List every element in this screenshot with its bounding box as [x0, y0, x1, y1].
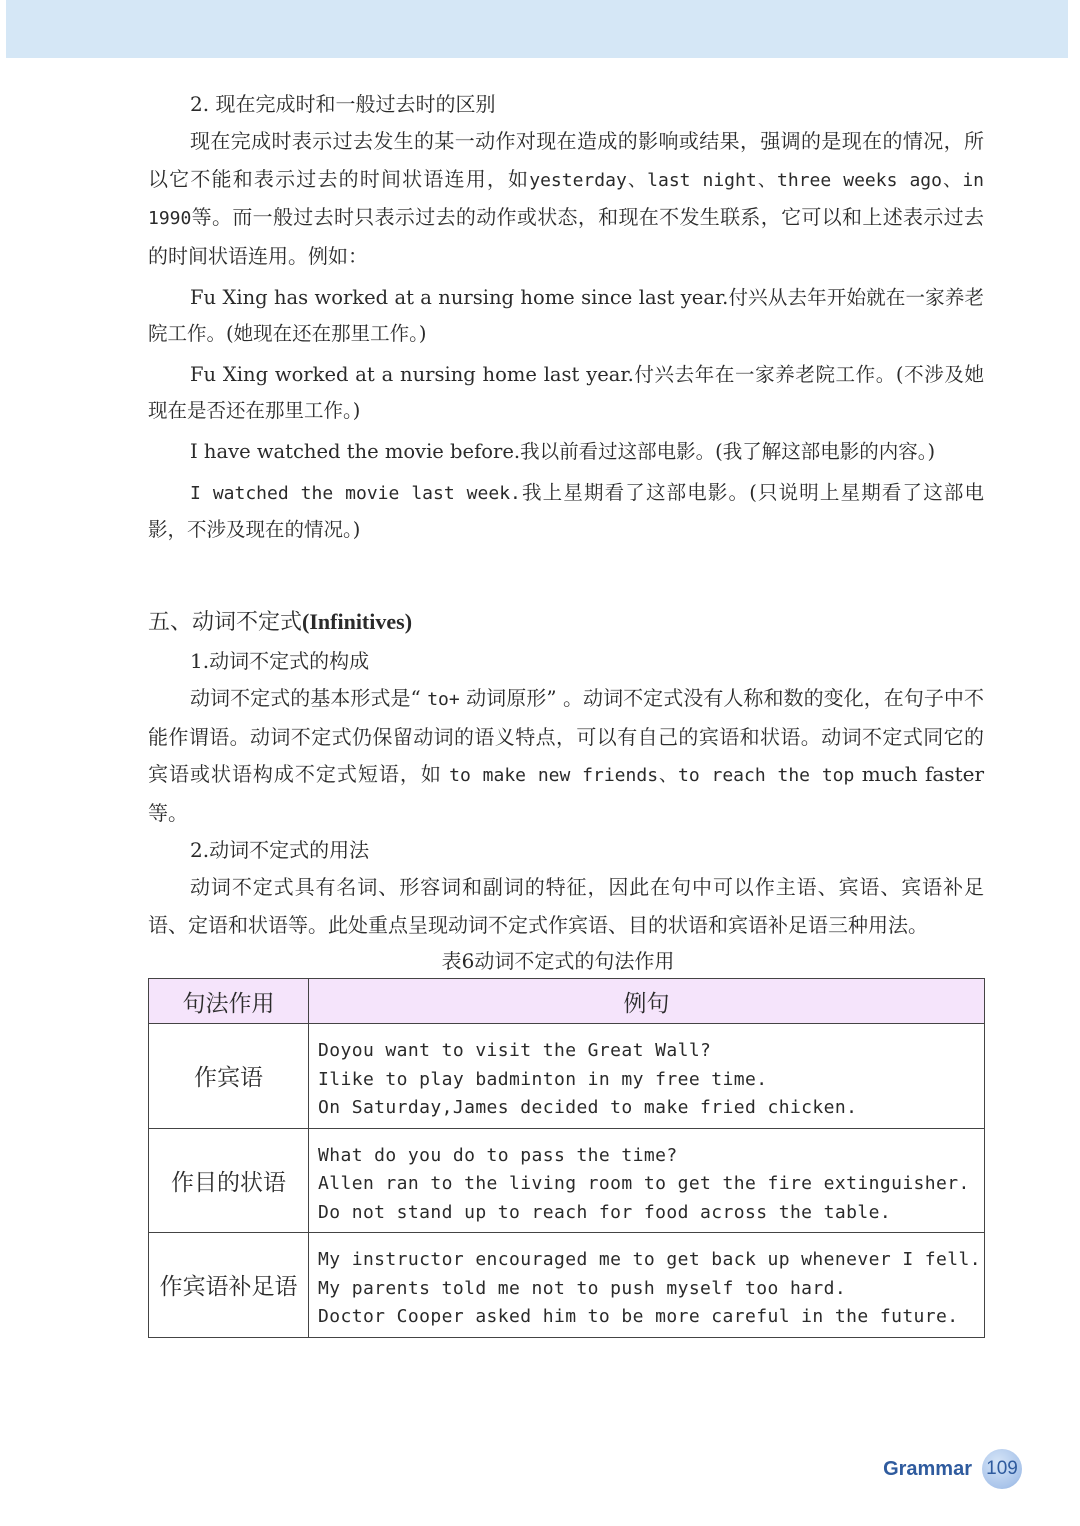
intro-text-tail: 等。而一般过去时只表示过去的动作或状态，和现在不发生联系，它可以和上述表示过去的时间状语连用。例如： — [148, 205, 984, 268]
infinitive-form-paragraph — [148, 680, 984, 832]
time-expressions: yesterday、last night、three weeks ago、in 1990 — [148, 169, 984, 229]
header-role: 句法作用 — [149, 979, 309, 1024]
header-examples: 例句 — [309, 979, 985, 1024]
table-row — [149, 1128, 985, 1233]
subsection-title: 2. 现在完成时和一般过去时的区别 — [190, 92, 496, 116]
example-line: My instructor encouraged me to get back up whenever I fell. — [318, 1249, 981, 1270]
section-title — [148, 604, 984, 641]
formula-term: to+ — [427, 689, 460, 710]
page-content — [148, 86, 984, 1338]
table-row — [149, 1024, 985, 1129]
section-title-en: (Infinitives) — [302, 609, 413, 634]
table-caption: 表6动词不定式的句法作用 — [441, 949, 675, 973]
infinitive-usage-paragraph: 动词不定式具有名词、形容词和副词的特征，因此在句中可以作主语、宾语、宾语补足语、定语和状语等。此处重点呈现动词不定式作宾语、目的状语和宾语补足语三种用法。 — [148, 875, 984, 937]
subsection-2-title: 2.动词不定式的用法 — [190, 838, 370, 862]
example-sentence — [148, 475, 984, 548]
example-line: Do not stand up to reach for food across the table. — [318, 1201, 892, 1223]
intro-paragraph — [148, 123, 984, 275]
example-line: Doctor Cooper asked him to be more careful in the future. — [318, 1306, 959, 1327]
examples-cell — [309, 1024, 985, 1129]
examples-cell — [309, 1233, 985, 1338]
role-cell: 作宾语补足语 — [149, 1233, 309, 1338]
example-line: What do you do to pass the time? — [318, 1144, 678, 1166]
role-cell: 作目的状语 — [149, 1128, 309, 1233]
role-cell: 作宾语 — [149, 1024, 309, 1129]
header-band — [6, 0, 1068, 58]
para-text: 动词原形” 。动词不定式没有人称和数的变化，在句子中不能作谓语。动词不定式仍保留动词的语义特点，可以有自己的宾语和状语。动词不定式同它的宾语或状语构成不定式短语，如 — [148, 686, 984, 786]
para-text: 动词不定式的基本形式是“ — [190, 686, 428, 710]
footer-label: Grammar — [883, 1457, 972, 1480]
example-line: Ilike to play badminton in my free time. — [318, 1068, 768, 1090]
table-header-row — [149, 979, 985, 1024]
example-line: On Saturday,James decided to make fried chicken. — [318, 1097, 858, 1118]
phrase-examples: to make new friends、to reach the top — [449, 765, 855, 786]
example-line: Doyou want to visit the Great Wall? — [318, 1040, 712, 1061]
page-number: 109 — [982, 1449, 1022, 1489]
page-footer — [883, 1449, 1022, 1489]
example-line: My parents told me not to push myself too hard. — [318, 1277, 847, 1299]
table-row — [149, 1233, 985, 1338]
example-english: I watched the movie last week. — [190, 483, 521, 504]
example-chinese: 我上星期看了这部电影。(只说明上星期看了这部电影，不涉及现在的情况。) — [148, 481, 984, 541]
subsection-1-title: 1.动词不定式的构成 — [190, 649, 370, 673]
example-sentence: I have watched the movie before.我以前看过这部电影。(我了解这部电影的内容。) — [190, 440, 936, 463]
examples-cell — [309, 1128, 985, 1233]
example-sentence: Fu Xing has worked at a nursing home since last year.付兴从去年开始就在一家养老院工作。(她现在还在那里工作。) — [148, 286, 984, 345]
example-line: Allen ran to the living room to get the fire extinguisher. — [318, 1173, 970, 1194]
section-title-zh: 五、动词不定式 — [148, 610, 303, 635]
example-sentence: Fu Xing worked at a nursing home last year.付兴去年在一家养老院工作。(不涉及她现在是否还在那里工作。) — [148, 363, 984, 422]
infinitive-table — [148, 978, 985, 1338]
intro-text: 现在完成时表示过去发生的某一动作对现在造成的影响或结果，强调的是现在的情况，所以它不能和表示过去的时间状语连用，如 — [148, 129, 984, 191]
para-text: much faster等。 — [148, 762, 984, 825]
